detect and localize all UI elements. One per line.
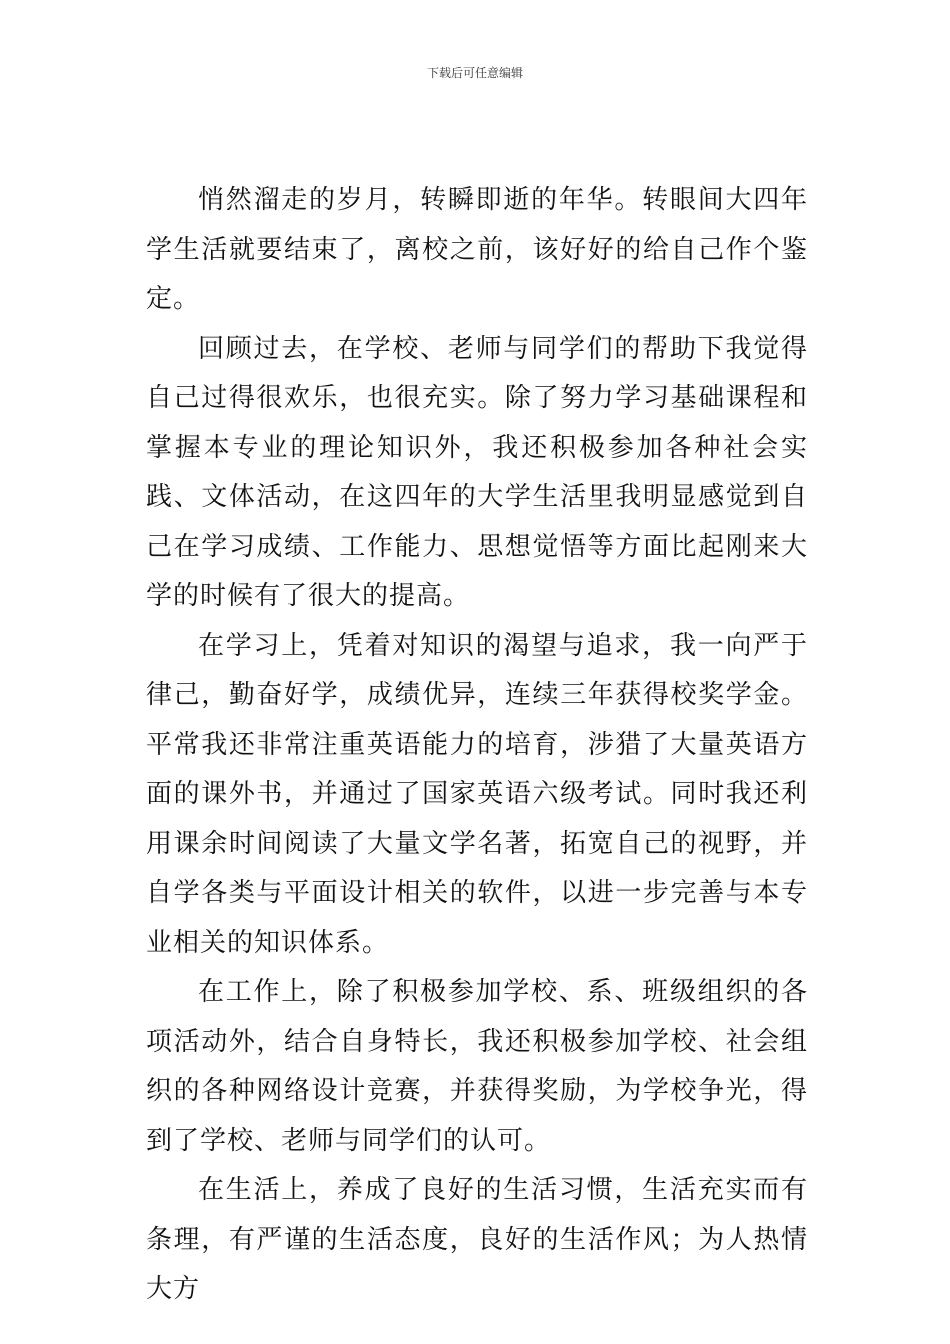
paragraph-work: 在工作上，除了积极参加学校、系、班级组织的各项活动外，结合自身特长，我还积极参加学校、社会组织的各种网络设计竞赛，并获得奖励，为学校争光，得到了学校、老师与同学们的认可。 — [146, 977, 808, 1156]
document-body — [146, 176, 808, 1315]
page-header: 下载后可任意编辑 — [426, 66, 523, 80]
paragraph-study: 在学习上，凭着对知识的渴望与追求，我一向严于律己，勤奋好学，成绩优异，连续三年获得校奖学金。平常我还非常注重英语能力的培育，涉猎了大量英语方面的课外书，并通过了国家英语六级考试。同时我还利用课余时间阅读了大量文学名著，拓宽自己的视野，并自学各类与平面设计相关的软件，以进一步完善与本专业相关的知识体系。 — [146, 630, 808, 958]
paragraph-life: 在生活上，养成了良好的生活习惯，生活充实而有条理，有严谨的生活态度，良好的生活作风；为人热情大方 — [146, 1175, 808, 1304]
paragraph-review: 回顾过去，在学校、老师与同学们的帮助下我觉得自己过得很欢乐，也很充实。除了努力学习基础课程和掌握本专业的理论知识外，我还积极参加各种社会实践、文体活动，在这四年的大学生活里我明显感觉到自己在学习成绩、工作能力、思想觉悟等方面比起刚来大学的时候有了很大的提高。 — [146, 333, 808, 611]
paragraph-intro: 悄然溜走的岁月，转瞬即逝的年华。转眼间大四年学生活就要结束了，离校之前，该好好的给自己作个鉴定。 — [146, 185, 808, 314]
